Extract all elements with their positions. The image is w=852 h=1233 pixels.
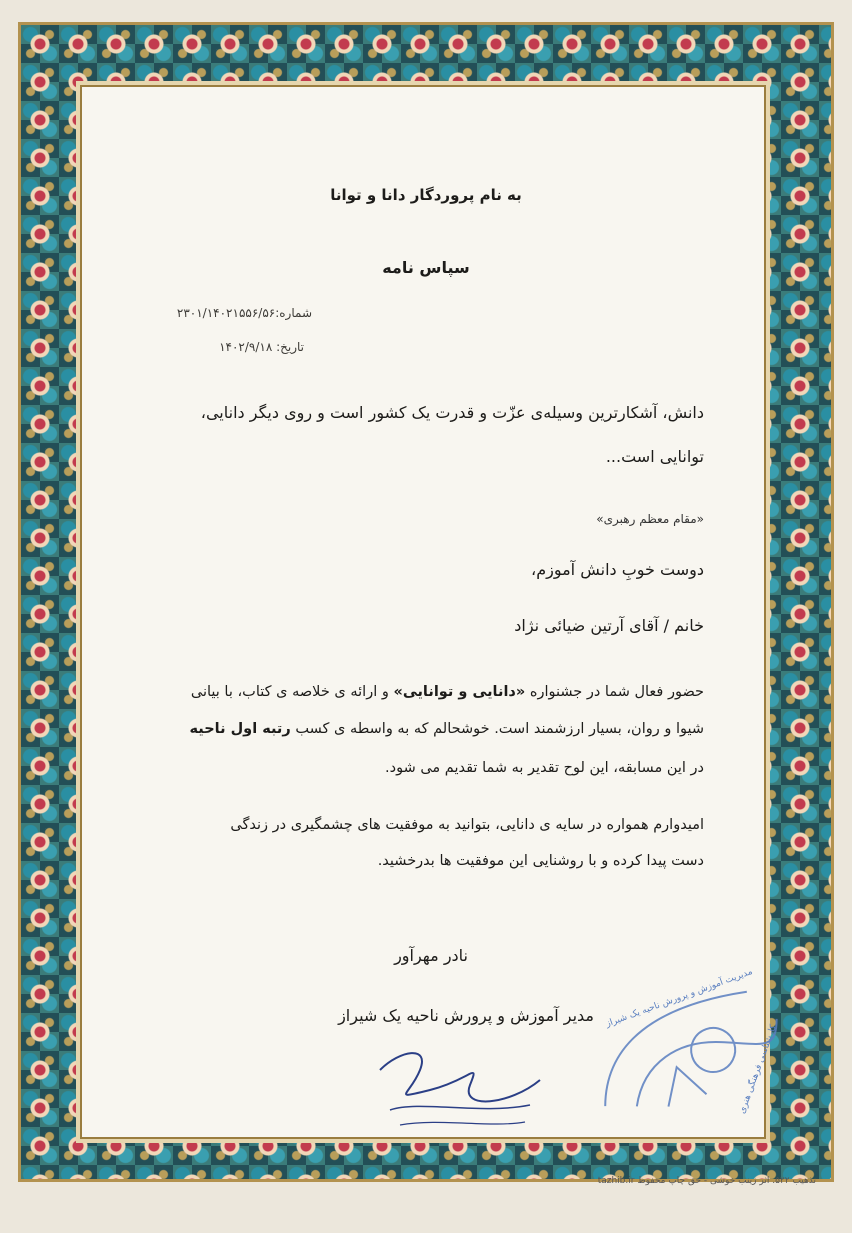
body-text: و ارائه ی خلاصه ی کتاب، با بیانی (190, 684, 394, 700)
letter-date: تاریخ: ۱۴۰۲/۹/۱۸ (219, 340, 304, 354)
signer-role: مدیر آموزش و پرورش ناحیه یک شیراز (338, 1006, 594, 1025)
stamp-label: کارشناسی فرهنگی هنری (737, 1023, 779, 1116)
official-stamp (560, 960, 800, 1130)
greeting: دوست خوبِ دانش آموزم، (531, 560, 704, 579)
letter-number: شماره:۲۳۰۱/۱۴۰۲۱۵۵۶/۵۶ (176, 306, 312, 320)
stamp-text: مدیریت آموزش و پرورش ناحیه یک شیراز (604, 966, 754, 1030)
quote-source: «مقام معظم رهبری» (596, 512, 704, 526)
body-line-4: امیدوارم همواره در سایه ی دانایی، بتوانید به موفقیت های چشمگیری در زندگی (230, 817, 704, 833)
body-text: حضور فعال شما در جشنواره (525, 684, 704, 700)
recipient-name: خانم / آقای آرتین ضیائی نژاد (514, 616, 704, 635)
rank-text: رتبه اول ناحیه (189, 721, 291, 737)
body-line-5: دست پیدا کرده و با روشنایی این موفقیت ها بدرخشید. (377, 853, 704, 869)
quote-line-1: دانش، آشکارترین وسیله‌ی عزّت و قدرت یک کشور است و روی دیگر دانایی، (200, 403, 704, 422)
body-line-1 (191, 684, 704, 700)
basmala-heading: به نام پروردگار دانا و توانا (330, 186, 522, 204)
quote-line-2: توانایی است... (605, 447, 704, 466)
body-line-3: در این مسابقه، این لوح تقدیر به شما تقدیم می شود. (385, 760, 704, 776)
signature-icon (360, 1030, 560, 1140)
body-text: شیوا و روان، بسیار ارزشمند است. خوشحالم که به واسطه ی کسب (290, 721, 704, 737)
footer-credit: تذهیب ۵۲۲. اثر زینب خوشی - حق چاپ محفوظ tazhib.ir (597, 1176, 816, 1186)
body-line-2 (190, 721, 705, 737)
festival-name: «دانایی و توانایی» (393, 684, 526, 700)
signer-name: نادر مهرآور (394, 946, 468, 965)
certificate-title: سپاس نامه (382, 258, 470, 277)
